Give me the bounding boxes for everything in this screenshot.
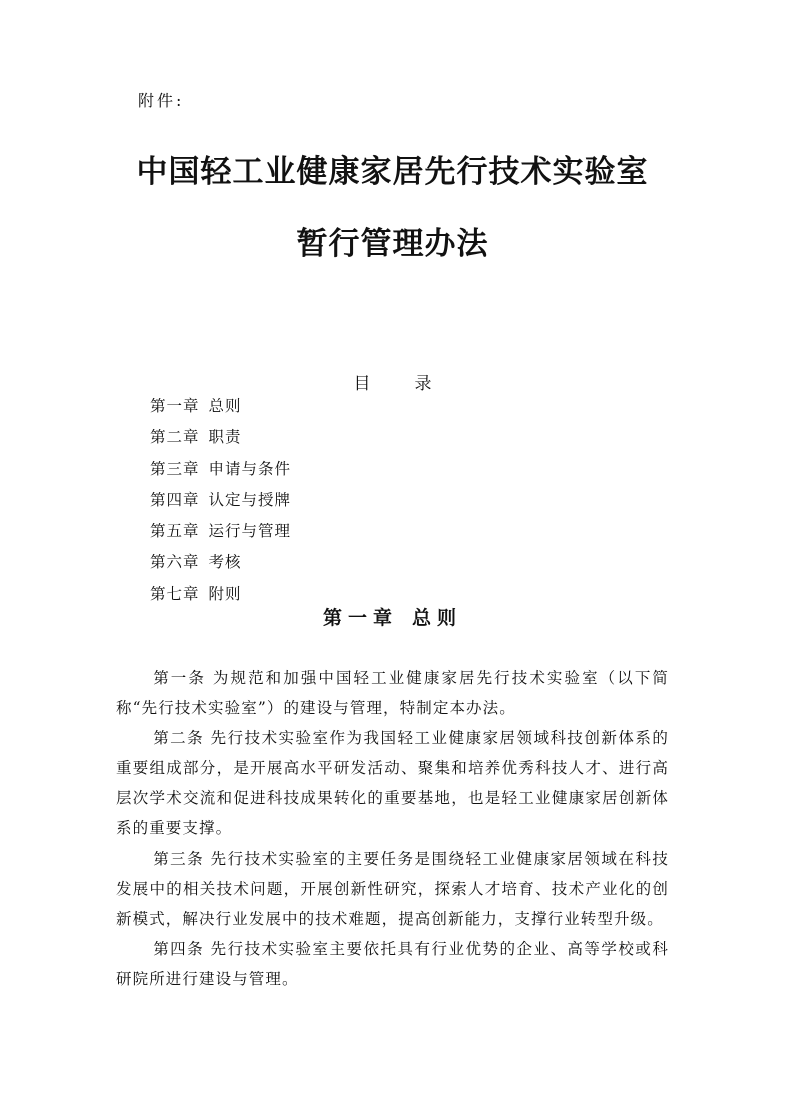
table-of-contents [150,394,291,613]
toc-chapter-number: 第六章 [150,553,200,572]
toc-heading-left: 目 [353,374,371,394]
toc-chapter-number: 第二章 [150,428,200,447]
toc-chapter-number: 第三章 [150,459,200,478]
attachment-label: 附件: [138,91,185,110]
toc-heading-right: 录 [414,374,432,394]
toc-chapter-name: 运行与管理 [208,522,292,541]
document-title-line-1: 中国轻工业健康家居先行技术实验室 [136,154,649,190]
article-2: 第二条 先行技术实验室作为我国轻工业健康家居领域科技创新体系的重要组成部分，是开展高水平研发活动、聚集和培养优秀科技人才、进行高层次学术交流和促进科技成果转化的重要基地，也是轻工业健康家居创新体系的重要支撑。 [116,729,669,838]
toc-item-chapter-2 [150,425,291,456]
article-1: 第一条 为规范和加强中国轻工业健康家居先行技术实验室（以下简称“先行技术实验室”）的建设与管理，特制定本办法。 [116,669,669,718]
toc-chapter-number: 第五章 [150,522,200,541]
toc-chapter-number: 第七章 [150,584,200,603]
chapter-1-number: 第一章 [322,607,398,629]
chapter-1-body [116,663,669,994]
article-4: 第四条 先行技术实验室主要依托具有行业优势的企业、高等学校或科研院所进行建设与管理。 [116,939,669,988]
chapter-1-heading [0,603,785,630]
toc-item-chapter-1 [150,394,291,425]
chapter-1-name: 总则 [412,607,463,629]
toc-item-chapter-3 [150,457,291,488]
toc-chapter-name: 申请与条件 [208,459,292,478]
article-3: 第三条 先行技术实验室的主要任务是围绕轻工业健康家居领域在科技发展中的相关技术问题，开展创新性研究，探索人才培育、技术产业化的创新模式，解决行业发展中的技术难题，提高创新能力，支撑行业转型升级。 [116,849,669,928]
toc-item-chapter-6 [150,550,291,581]
toc-chapter-number: 第四章 [150,490,200,509]
toc-chapter-name: 职责 [208,428,242,447]
toc-chapter-name: 附则 [208,584,242,603]
toc-item-chapter-5 [150,519,291,550]
toc-item-chapter-4 [150,488,291,519]
document-title-line-2: 暂行管理办法 [296,226,489,262]
toc-chapter-name: 考核 [208,553,242,572]
toc-chapter-number: 第一章 [150,397,200,415]
toc-chapter-name: 总则 [208,397,242,415]
toc-chapter-name: 认定与授牌 [208,490,292,509]
toc-heading [0,369,785,394]
